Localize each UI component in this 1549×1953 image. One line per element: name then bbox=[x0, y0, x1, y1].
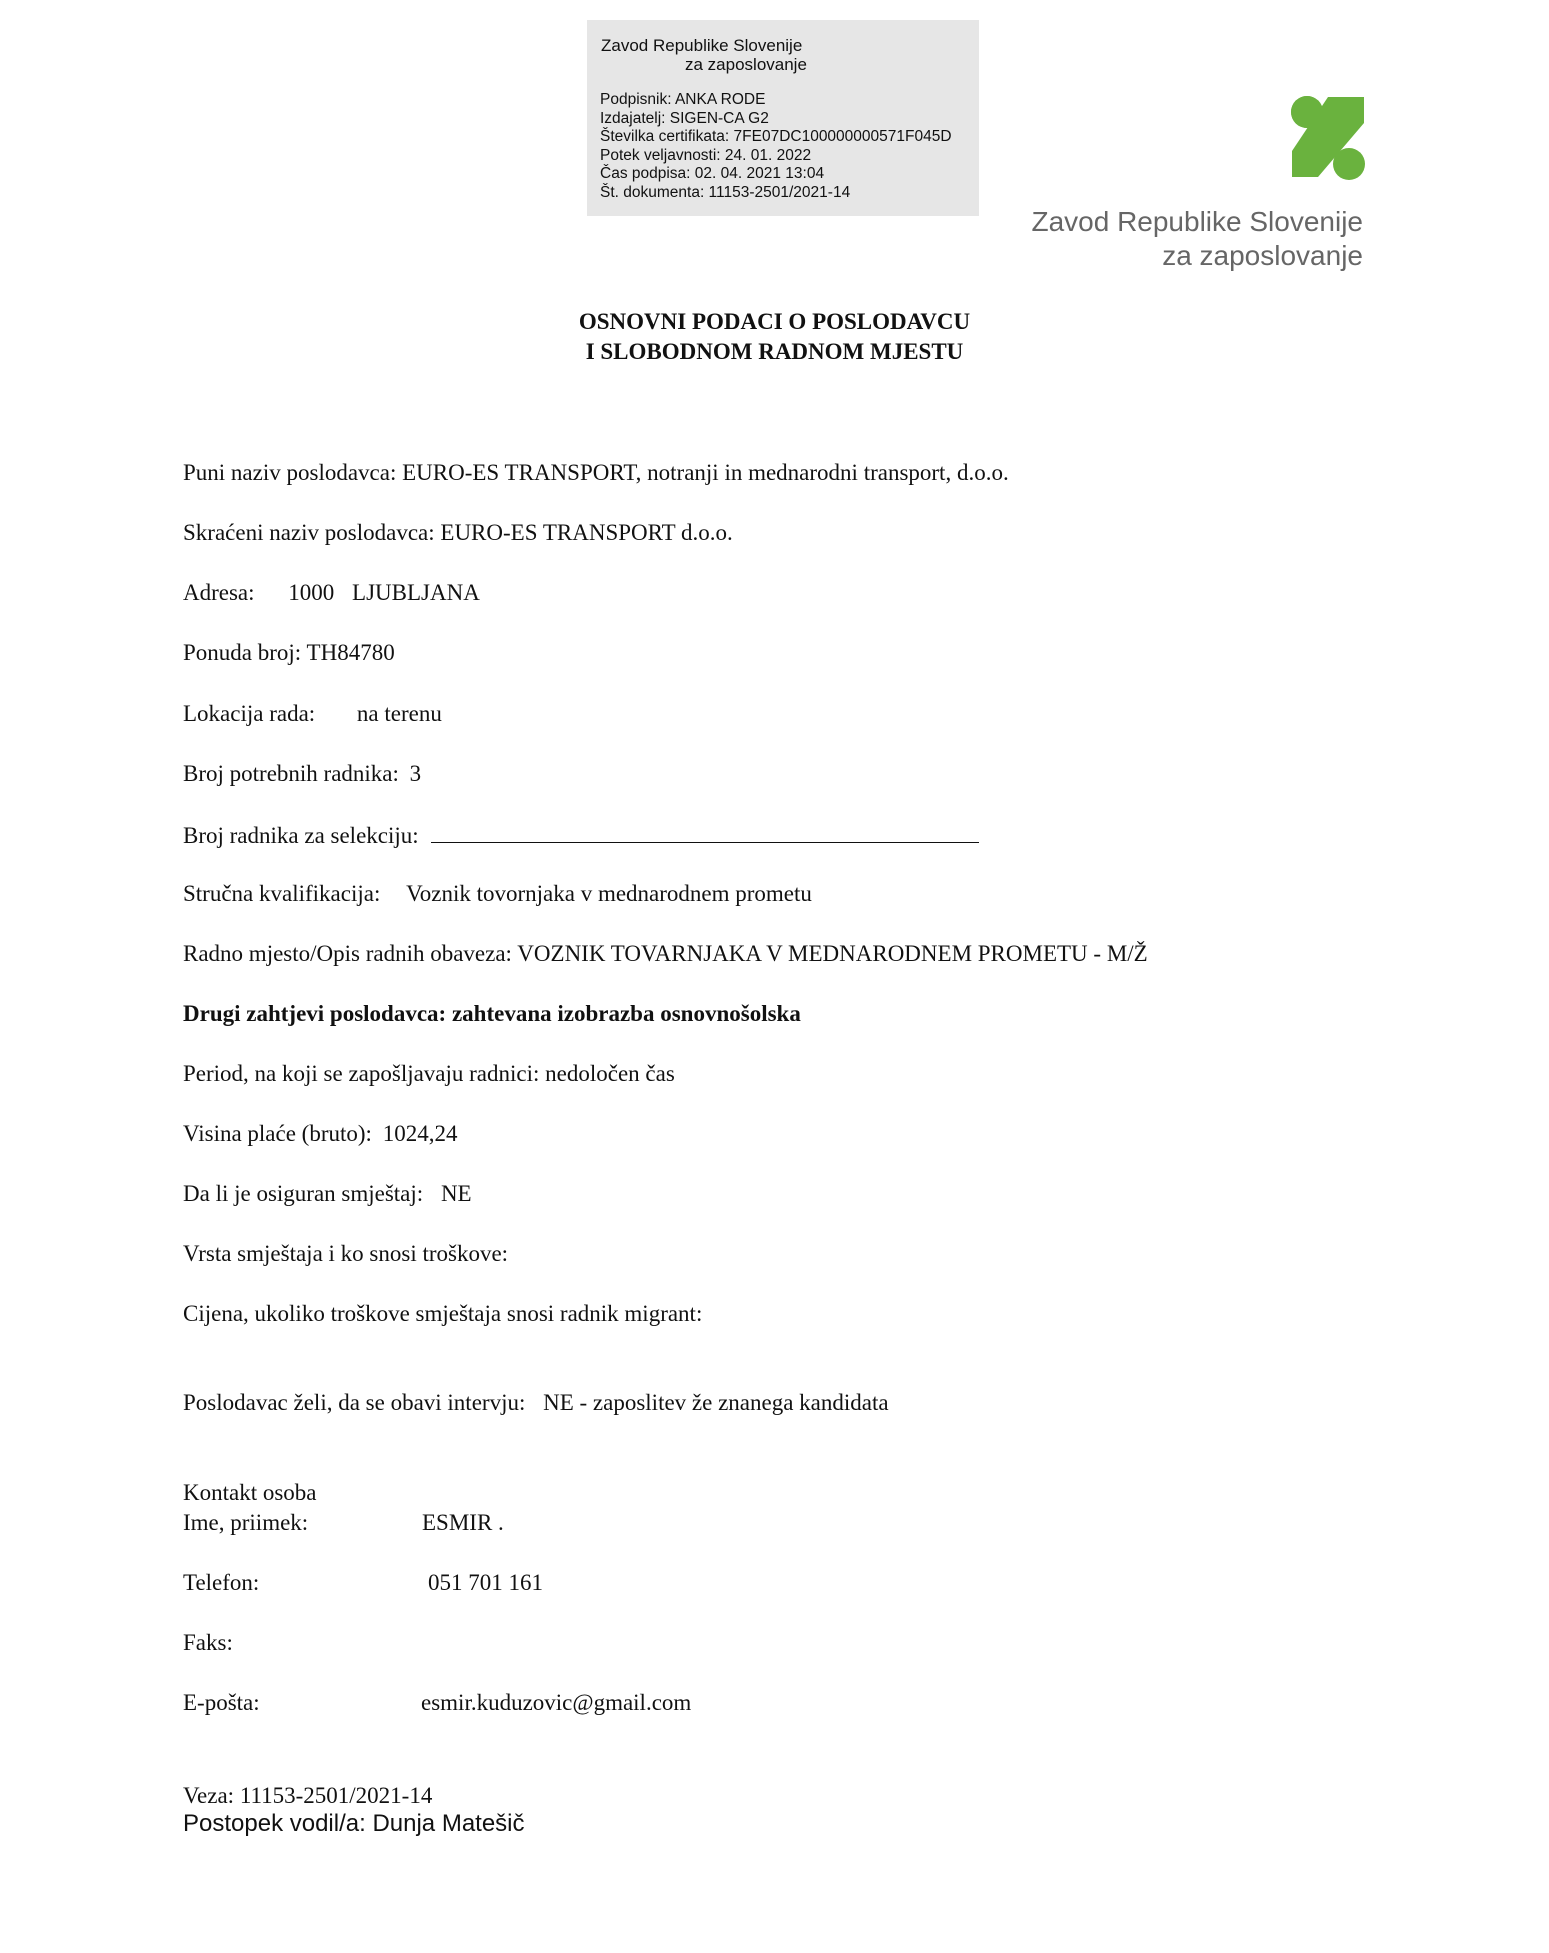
document-title bbox=[0, 307, 1549, 367]
address-label: Adresa: bbox=[183, 580, 255, 605]
position-value: VOZNIK TOVARNJAKA V MEDNARODNEM PROMETU - M/Ž bbox=[517, 941, 1148, 966]
offer-value: TH84780 bbox=[306, 640, 395, 665]
address-postcode: 1000 bbox=[288, 580, 335, 605]
interview-row bbox=[183, 1389, 889, 1417]
accommodation-type-row bbox=[183, 1240, 508, 1268]
stamp-doc-number: Št. dokumenta: 11153-2501/2021-14 bbox=[600, 183, 851, 201]
other-requirements-value: zahtevana izobrazba osnovnošolska bbox=[451, 1001, 801, 1026]
contact-phone-row bbox=[183, 1569, 783, 1597]
contact-phone-label: Telefon: bbox=[183, 1570, 260, 1595]
other-requirements-label: Drugi zahtjevi poslodavca: bbox=[183, 1001, 447, 1026]
full-name-label: Puni naziv poslodavca: bbox=[183, 460, 397, 485]
accommodation-row bbox=[183, 1180, 472, 1208]
interview-value: NE - zaposlitev že znanega kandidata bbox=[543, 1390, 889, 1415]
stamp-org-line2: za zaposlovanje bbox=[685, 55, 807, 74]
salary-row bbox=[183, 1120, 457, 1148]
full-name-value: EURO-ES TRANSPORT, notranji in mednarodni transport, d.o.o. bbox=[402, 460, 1009, 485]
logo-text bbox=[1031, 205, 1363, 273]
address-row bbox=[183, 579, 480, 607]
workers-needed-row bbox=[183, 760, 421, 788]
contact-heading: Kontakt osoba bbox=[183, 1480, 317, 1505]
logo-line1: Zavod Republike Slovenije bbox=[1031, 206, 1363, 237]
qualification-value: Voznik tovornjaka v mednarodnem prometu bbox=[406, 881, 812, 906]
contact-phone-value: 051 701 161 bbox=[428, 1570, 543, 1595]
full-name-row bbox=[183, 459, 1009, 487]
signature-stamp bbox=[587, 20, 979, 216]
salary-value: 1024,24 bbox=[382, 1121, 458, 1146]
offer-row bbox=[183, 639, 395, 667]
stamp-valid-until: Potek veljavnosti: 24. 01. 2022 bbox=[600, 146, 812, 164]
short-name-label: Skraćeni naziv poslodavca: bbox=[183, 520, 435, 545]
selection-label: Broj radnika za selekciju: bbox=[183, 823, 419, 848]
workers-needed-label: Broj potrebnih radnika: bbox=[183, 761, 399, 786]
location-label: Lokacija rada: bbox=[183, 701, 316, 726]
contact-name-label: Ime, priimek: bbox=[183, 1510, 309, 1535]
stamp-sign-time: Čas podpisa: 02. 04. 2021 13:04 bbox=[600, 165, 825, 182]
stamp-signer: Podpisnik: ANKA RODE bbox=[600, 91, 766, 108]
period-label: Period, na koji se zapošljavaju radnici: bbox=[183, 1061, 540, 1086]
contact-email-row bbox=[183, 1689, 883, 1717]
contact-name-value: ESMIR . bbox=[422, 1510, 504, 1535]
short-name-row bbox=[183, 519, 733, 547]
accommodation-label: Da li je osiguran smještaj: bbox=[183, 1181, 424, 1206]
interview-label: Poslodavac želi, da se obavi intervju: bbox=[183, 1390, 526, 1415]
position-label: Radno mjesto/Opis radnih obaveza: bbox=[183, 941, 512, 966]
stamp-issuer: Izdajatelj: SIGEN-CA G2 bbox=[600, 109, 769, 127]
accommodation-type-label: Vrsta smještaja i ko snosi troškove: bbox=[183, 1241, 509, 1266]
selection-blank-line bbox=[431, 820, 979, 843]
contact-name-row bbox=[183, 1509, 783, 1537]
contact-fax-row bbox=[183, 1629, 233, 1657]
title-line2: I SLOBODNOM RADNOM MJESTU bbox=[585, 339, 964, 364]
contact-fax-label: Faks: bbox=[183, 1630, 233, 1655]
short-name-value: EURO-ES TRANSPORT d.o.o. bbox=[440, 520, 733, 545]
price-label: Cijena, ukoliko troškove smještaja snosi radnik migrant: bbox=[183, 1301, 703, 1326]
period-row bbox=[183, 1060, 675, 1088]
contact-email-value: esmir.kuduzovic@gmail.com bbox=[421, 1690, 692, 1715]
salary-label: Visina plaće (bruto): bbox=[183, 1121, 372, 1146]
stamp-cert-number: Številka certifikata: 7FE07DC100000000571F045D bbox=[600, 128, 952, 145]
offer-label: Ponuda broj: bbox=[183, 640, 302, 665]
other-requirements-row bbox=[183, 1000, 801, 1028]
logo-line2: za zaposlovanje bbox=[1162, 240, 1363, 271]
accommodation-value: NE bbox=[440, 1181, 472, 1206]
title-line1: OSNOVNI PODACI O POSLODAVCU bbox=[578, 309, 971, 334]
reference: Veza: 11153-2501/2021-14 bbox=[183, 1783, 433, 1808]
price-row bbox=[183, 1300, 702, 1328]
selection-row bbox=[183, 820, 979, 850]
location-row bbox=[183, 700, 442, 728]
stamp-details bbox=[600, 91, 952, 202]
qualification-label: Stručna kvalifikacija: bbox=[183, 881, 381, 906]
contact-email-label: E-pošta: bbox=[183, 1690, 260, 1715]
stamp-org-line1: Zavod Republike Slovenije bbox=[601, 36, 803, 55]
period-value: nedoločen čas bbox=[545, 1061, 675, 1086]
handled-by: Postopek vodil/a: Dunja Matešič bbox=[183, 1810, 525, 1837]
position-row bbox=[183, 940, 1148, 968]
zrss-logo-icon bbox=[1288, 93, 1368, 183]
location-value: na terenu bbox=[356, 701, 442, 726]
workers-needed-value: 3 bbox=[409, 761, 422, 786]
qualification-row bbox=[183, 880, 812, 908]
address-city: LJUBLJANA bbox=[352, 580, 480, 605]
